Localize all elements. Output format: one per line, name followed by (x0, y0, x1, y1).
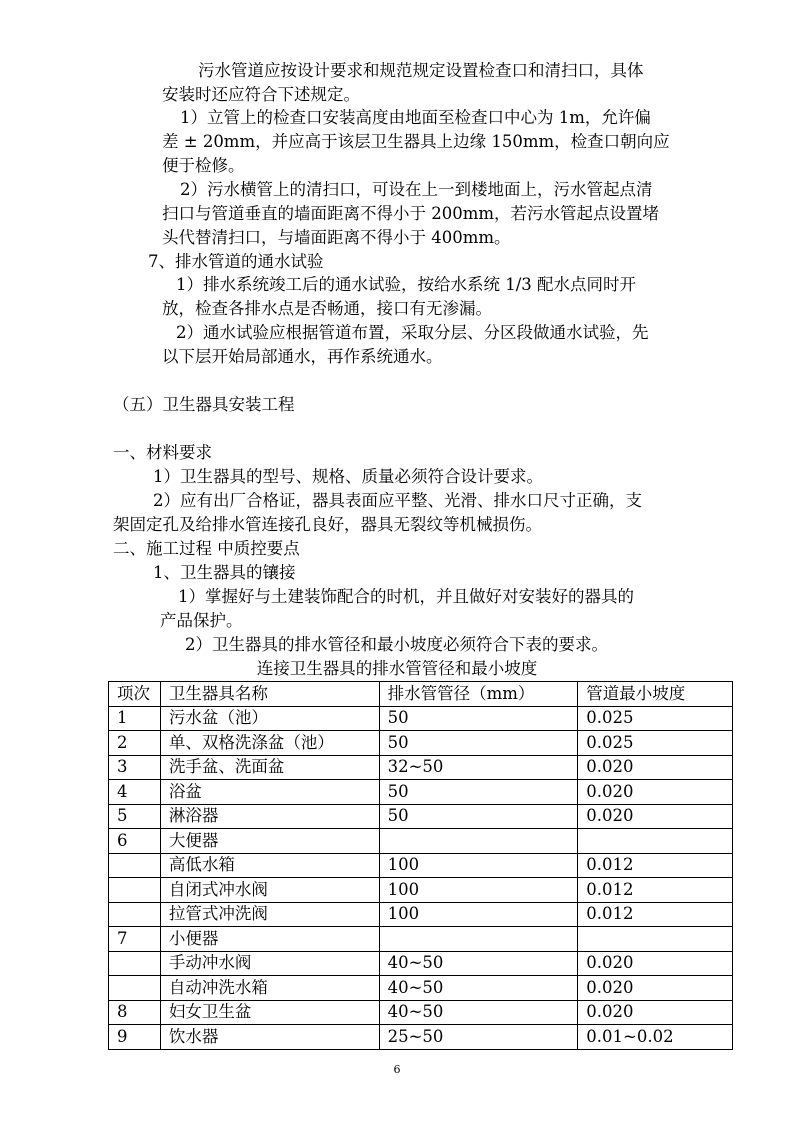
table-row (109, 755, 733, 780)
table-row (109, 731, 733, 756)
table-cell: 50 (379, 706, 578, 731)
table-cell (578, 829, 733, 854)
table-cell: 自动冲洗水箱 (160, 976, 379, 1001)
table-cell: 50 (379, 804, 578, 829)
table-cell: 自闭式冲水阀 (160, 878, 379, 903)
table-cell: 0.012 (578, 853, 733, 878)
table-cell: 0.020 (578, 804, 733, 829)
table-cell (109, 878, 161, 903)
table-cell: 4 (109, 780, 161, 805)
table-cell: 6 (109, 829, 161, 854)
table-cell (109, 976, 161, 1001)
table-cell: 大便器 (160, 829, 379, 854)
section-heading: （五）卫生器具安装工程 (113, 395, 295, 414)
header-cell: 排水管管径（mm） (379, 682, 578, 707)
table-row (109, 878, 733, 903)
page-number: 6 (393, 1063, 401, 1076)
table-caption: 连接卫生器具的排水管管径和最小坡度 (256, 659, 538, 678)
section-item-heading: 1、卫生器具的镶接 (153, 563, 296, 582)
table-row (109, 951, 733, 976)
paragraph-line: 产品保护。 (160, 611, 243, 630)
table-cell: 洗手盆、洗面盆 (160, 755, 379, 780)
paragraph-line: 1）掌握好与土建装饰配合的时机，并且做好对安装好的器具的 (178, 587, 634, 606)
header-cell: 卫生器具名称 (160, 682, 379, 707)
table-cell (379, 829, 578, 854)
table-cell (379, 927, 578, 952)
table-cell: 0.020 (578, 951, 733, 976)
table-cell: 40~50 (379, 1000, 578, 1025)
paragraph-line: 便于检修。 (162, 156, 245, 175)
paragraph-line: 2）应有出厂合格证，器具表面应平整、光滑、排水口尺寸正确，支 (153, 491, 642, 510)
table-cell: 0.01~0.02 (578, 1025, 733, 1050)
drain-pipe-table (108, 681, 733, 1050)
table-cell: 9 (109, 1025, 161, 1050)
paragraph-line: 放，检查各排水点是否畅通，接口有无渗漏。 (162, 299, 492, 318)
table-cell: 0.020 (578, 976, 733, 1001)
table-cell: 0.012 (578, 902, 733, 927)
paragraph-line: 2）卫生器具的排水管径和最小坡度必须符合下表的要求。 (185, 635, 608, 654)
paragraph-line: 2）通水试验应根据管道布置，采取分层、分区段做通水试验，先 (176, 323, 649, 342)
table-cell: 0.025 (578, 731, 733, 756)
table-cell: 单、双格洗涤盆（池） (160, 731, 379, 756)
table-cell: 小便器 (160, 927, 379, 952)
table-cell: 3 (109, 755, 161, 780)
table-cell: 0.012 (578, 878, 733, 903)
table-cell: 100 (379, 902, 578, 927)
paragraph-line: 架固定孔及给排水管连接孔良好，器具无裂纹等机械损伤。 (113, 515, 542, 534)
table-cell: 拉管式冲洗阀 (160, 902, 379, 927)
table-cell: 1 (109, 706, 161, 731)
table-header-row (109, 682, 733, 707)
table-cell: 5 (109, 804, 161, 829)
table-cell: 40~50 (379, 951, 578, 976)
table-cell: 手动冲水阀 (160, 951, 379, 976)
table-cell: 40~50 (379, 976, 578, 1001)
table-cell: 妇女卫生盆 (160, 1000, 379, 1025)
table-cell: 32~50 (379, 755, 578, 780)
paragraph-line: 1）排水系统竣工后的通水试验，按给水系统 1/3 配水点同时开 (176, 275, 637, 294)
table-cell: 高低水箱 (160, 853, 379, 878)
table-cell: 25~50 (379, 1025, 578, 1050)
table-cell: 50 (379, 731, 578, 756)
table-cell: 0.020 (578, 780, 733, 805)
header-cell: 管道最小坡度 (578, 682, 733, 707)
table-cell: 100 (379, 853, 578, 878)
table-row (109, 706, 733, 731)
subsection-heading: 二、施工过程 中质控要点 (113, 539, 300, 558)
table-cell: 0.020 (578, 1000, 733, 1025)
table-cell: 浴盆 (160, 780, 379, 805)
table-row (109, 1025, 733, 1050)
table-cell (109, 951, 161, 976)
table-cell: 50 (379, 780, 578, 805)
paragraph-line: 1）立管上的检查口安装高度由地面至检查口中心为 1m，允许偏 (180, 108, 651, 127)
table-cell (578, 927, 733, 952)
table-row (109, 1000, 733, 1025)
section-item-heading: 7、排水管道的通水试验 (148, 252, 324, 271)
table-row (109, 853, 733, 878)
table-cell: 0.025 (578, 706, 733, 731)
table-cell (109, 853, 161, 878)
subsection-heading: 一、材料要求 (113, 443, 212, 462)
header-cell: 项次 (109, 682, 161, 707)
paragraph-line: 安装时还应符合下述规定。 (162, 85, 360, 104)
table-row (109, 927, 733, 952)
table-cell: 8 (109, 1000, 161, 1025)
table-row (109, 804, 733, 829)
paragraph-line: 差 ± 20mm，并应高于该层卫生器具上边缘 150mm，检查口朝向应 (162, 132, 670, 151)
paragraph-line: 以下层开始局部通水，再作系统通水。 (162, 347, 443, 366)
table-cell: 100 (379, 878, 578, 903)
paragraph-line: 污水管道应按设计要求和规范规定设置检查口和清扫口，具体 (198, 61, 644, 80)
paragraph-line: 头代替清扫口，与墙面距离不得小于 400mm。 (162, 228, 511, 247)
table-cell: 污水盆（池） (160, 706, 379, 731)
table-cell: 7 (109, 927, 161, 952)
paragraph-line: 1）卫生器具的型号、规格、质量必须符合设计要求。 (153, 467, 543, 486)
table-row (109, 780, 733, 805)
table-row (109, 902, 733, 927)
table-cell: 饮水器 (160, 1025, 379, 1050)
paragraph-line: 扫口与管道垂直的墙面距离不得小于 200mm，若污水管起点设置堵 (162, 204, 660, 223)
table-cell: 淋浴器 (160, 804, 379, 829)
table-row (109, 976, 733, 1001)
table-cell: 2 (109, 731, 161, 756)
table-row (109, 829, 733, 854)
table-cell: 0.020 (578, 755, 733, 780)
table-cell (109, 902, 161, 927)
paragraph-line: 2）污水横管上的清扫口，可设在上一到楼地面上，污水管起点清 (180, 180, 653, 199)
